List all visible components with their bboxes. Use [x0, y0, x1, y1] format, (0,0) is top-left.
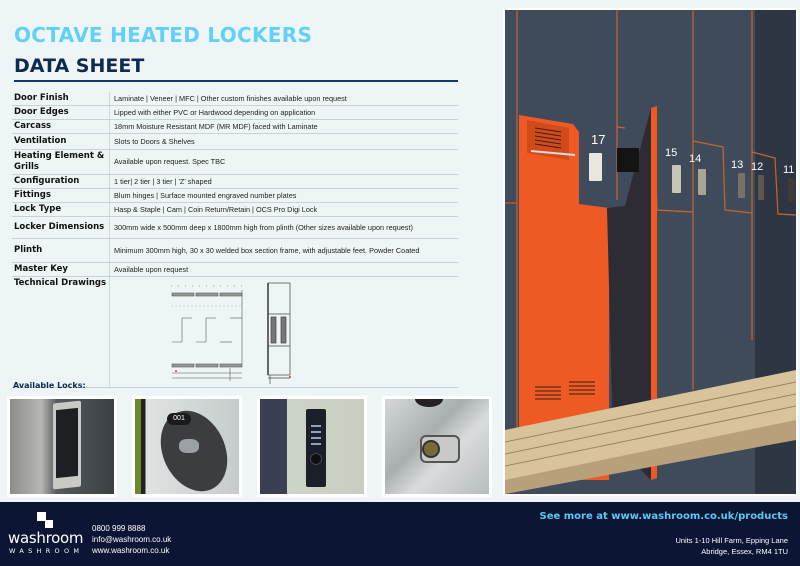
table-row: [12, 175, 458, 189]
spec-table: [12, 92, 458, 388]
spec-label: Technical Drawings: [12, 277, 110, 388]
spec-label: Plinth: [12, 239, 110, 263]
see-more-link[interactable]: See more at www.washroom.co.uk/products: [539, 511, 788, 522]
technical-drawings-cell: [110, 277, 459, 388]
spec-label: Carcass: [12, 120, 110, 134]
spec-label: Locker Dimensions: [12, 217, 110, 239]
table-row: [12, 277, 458, 388]
locker-number: 17: [591, 132, 606, 147]
svg-text:13: 13: [731, 159, 744, 171]
spec-value: Slots to Doors & Shelves: [110, 134, 459, 150]
svg-text:12: 12: [751, 161, 764, 173]
available-locks-heading: Available Locks:: [13, 381, 86, 390]
spec-value: Available upon request: [110, 263, 459, 277]
spec-label: Lock Type: [12, 203, 110, 217]
table-row: [12, 120, 458, 134]
table-row: [12, 106, 458, 120]
address: [675, 535, 788, 557]
washroom-logo[interactable]: [8, 512, 84, 560]
digi-lock-keys: [311, 425, 321, 449]
email-link[interactable]: info@washroom.co.uk: [92, 535, 172, 544]
spec-value: Blum hinges | Surface mounted engraved number plates: [110, 189, 459, 203]
cylinder-lock-core: [422, 440, 440, 458]
locker-room-illustration: [505, 10, 796, 494]
key-icon: [179, 439, 199, 453]
spec-label: Ventilation: [12, 134, 110, 150]
spec-value: Available upon request. Spec TBC: [110, 150, 459, 175]
footer: [0, 502, 800, 566]
table-row: [12, 150, 458, 175]
svg-text:15: 15: [665, 147, 678, 159]
title-divider: [14, 80, 458, 82]
spec-value: Laminate | Veneer | MFC | Other custom finishes available upon request: [110, 92, 459, 106]
logo-subtext: WASHROOM: [9, 547, 84, 555]
spec-label: Master Key: [12, 263, 110, 277]
table-row: [12, 217, 458, 239]
table-row: [12, 189, 458, 203]
spec-label: Heating Element & Grills: [12, 150, 110, 175]
address-line-1: Units 1-10 Hill Farm, Epping Lane: [675, 536, 788, 545]
technical-drawing: [114, 278, 454, 386]
svg-text:14: 14: [689, 153, 702, 165]
spec-value: 300mm wide x 500mm deep x 1800mm high from plinth (Other sizes available upon request): [110, 217, 459, 239]
lock-image-ocs-pro-digi: [257, 396, 367, 497]
svg-text:11: 11: [783, 164, 795, 176]
spec-label: Configuration: [12, 175, 110, 189]
table-row: [12, 92, 458, 106]
digi-lock-cylinder: [310, 453, 322, 465]
lock-image-hasp-cylinder: [382, 396, 492, 497]
logo-square-icon: [45, 520, 53, 528]
spec-value: 1 tier| 2 tier | 3 tier | 'Z' shaped: [110, 175, 459, 189]
hero-locker-photo: [503, 8, 798, 496]
keypad-lock-panel: [56, 408, 78, 478]
website-link[interactable]: www.washroom.co.uk: [92, 546, 170, 555]
spec-value: Minimum 300mm high, 30 x 30 welded box section frame, with adjustable feet. Powder Coated: [110, 239, 459, 263]
spec-value: Hasp & Staple | Cam | Coin Return/Retain | OCS Pro Digi Lock: [110, 203, 459, 217]
contact-details: [92, 523, 171, 556]
logo-wordmark: washroom: [8, 529, 84, 547]
table-row: [12, 263, 458, 277]
table-row: [12, 203, 458, 217]
lock-image-cam-key: [132, 396, 242, 497]
front-elevation-drawing: [170, 284, 244, 382]
spec-value: Lipped with either PVC or Hardwood depending on application: [110, 106, 459, 120]
lock-image-digital-keypad: [7, 396, 117, 497]
cam-lock-number-plate: 001: [167, 413, 191, 425]
spec-value: 18mm Moisture Resistant MDF (MR MDF) faced with Laminate: [110, 120, 459, 134]
spec-label: Door Edges: [12, 106, 110, 120]
spec-label: Fittings: [12, 189, 110, 203]
phone-number[interactable]: 0800 999 8888: [92, 524, 146, 533]
table-row: [12, 239, 458, 263]
spec-label: Door Finish: [12, 92, 110, 106]
side-elevation-drawing: [266, 281, 292, 385]
product-title: OCTAVE HEATED LOCKERS: [14, 23, 313, 47]
table-row: [12, 134, 458, 150]
hasp-top-knob: [415, 399, 443, 407]
address-line-2: Abridge, Essex, RM4 1TU: [701, 547, 788, 556]
document-subtitle: DATA SHEET: [14, 55, 145, 77]
